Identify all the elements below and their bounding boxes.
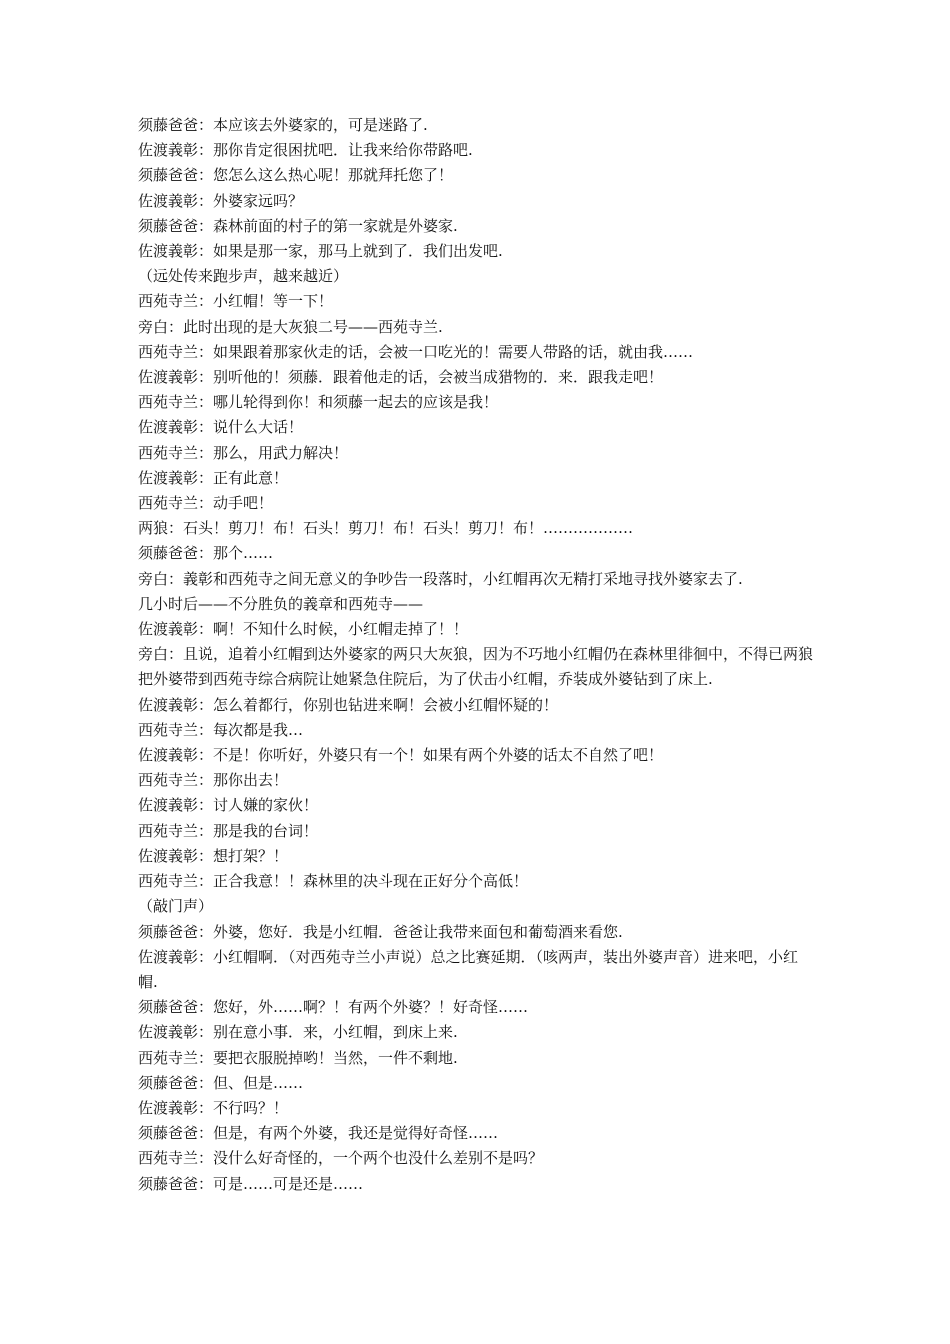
document-page <box>138 113 814 1197</box>
dialogue-line: 西苑寺兰：那么，用武力解决！ <box>138 443 349 462</box>
dialogue-line: 佐渡義彰：别听他的！须藤．跟着他走的话，会被当成猎物的．来．跟我走吧！ <box>138 368 664 387</box>
dialogue-line: 西苑寺兰：要把衣服脱掉哟！当然，一件不剩地. <box>138 1048 458 1067</box>
dialogue-line: 佐渡義彰：想打架？！ <box>138 846 289 865</box>
dialogue-line: 佐渡義彰：别在意小事．来，小红帽，到床上来. <box>138 1023 458 1042</box>
dialogue-line: 两狼：石头！剪刀！布！石头！剪刀！布！石头！剪刀！布！……………… <box>138 519 634 538</box>
dialogue-line: 须藤爸爸：您好，外……啊？！有两个外婆？！好奇怪…… <box>138 998 529 1017</box>
dialogue-line: 佐渡義彰：小红帽啊．（对西苑寺兰小声说）总之比赛延期．（咳两声，装出外婆声音）进来吧，小红帽. <box>138 947 799 991</box>
dialogue-line: 佐渡義彰：如果是那一家，那马上就到了．我们出发吧. <box>138 242 503 261</box>
stage-direction: （远处传来跑步声，越来越近） <box>138 267 349 286</box>
dialogue-line: 西苑寺兰：小红帽！等一下！ <box>138 292 334 311</box>
dialogue-line: 西苑寺兰：没什么好奇怪的，一个两个也没什么差别不是吗？ <box>138 1149 544 1168</box>
dialogue-line: 佐渡義彰：不行吗？！ <box>138 1098 289 1117</box>
dialogue-line: 佐渡義彰：说什么大话！ <box>138 418 304 437</box>
dialogue-line: 西苑寺兰：每次都是我… <box>138 720 304 739</box>
dialogue-line: 佐渡義彰：不是！你听好，外婆只有一个！如果有两个外婆的话太不自然了吧！ <box>138 746 664 765</box>
narration-line: 旁白：且说，追着小红帽到达外婆家的两只大灰狼，因为不巧地小红帽仍在森林里徘徊中，不得已两狼把外婆带到西苑寺综合病院让她紧急住院后，为了伏击小红帽，乔装成外婆钻到了床上. <box>138 645 814 689</box>
dialogue-line: 须藤爸爸：那个…… <box>138 544 274 563</box>
dialogue-line: 佐渡義彰：怎么着都行，你别也钻进来啊！会被小红帽怀疑的！ <box>138 695 559 714</box>
narration-line: 旁白：義彰和西苑寺之间无意义的争吵告一段落时，小红帽再次无精打采地寻找外婆家去了. <box>138 569 743 588</box>
dialogue-line: 西苑寺兰：哪儿轮得到你！和须藤一起去的应该是我！ <box>138 393 499 412</box>
dialogue-line: 须藤爸爸：外婆，您好．我是小红帽．爸爸让我带来面包和葡萄酒来看您. <box>138 922 623 941</box>
dialogue-line: 西苑寺兰：动手吧！ <box>138 494 274 513</box>
dialogue-line: 须藤爸爸：本应该去外婆家的，可是迷路了. <box>138 116 428 134</box>
narration-line: 旁白：此时出现的是大灰狼二号——西苑寺兰. <box>138 317 443 336</box>
dialogue-line: 须藤爸爸：但是，有两个外婆，我还是觉得好奇怪…… <box>138 1124 499 1143</box>
dialogue-line: 西苑寺兰：那你出去！ <box>138 771 289 790</box>
dialogue-line: 须藤爸爸：您怎么这么热心呢！那就拜托您了！ <box>138 166 454 185</box>
dialogue-line: 须藤爸爸：森林前面的村子的第一家就是外婆家. <box>138 216 458 235</box>
dialogue-line: 佐渡義彰：讨人嫌的家伙！ <box>138 796 319 815</box>
dialogue-line: 西苑寺兰：正合我意！！森林里的决斗现在正好分个高低！ <box>138 872 529 891</box>
dialogue-line: 须藤爸爸：但、但是…… <box>138 1073 304 1092</box>
dialogue-line: 西苑寺兰：如果跟着那家伙走的话，会被一口吃光的！需要人带路的话，就由我…… <box>138 342 694 361</box>
stage-direction: （敲门声） <box>138 897 214 916</box>
dialogue-line: 佐渡義彰：正有此意！ <box>138 468 289 487</box>
dialogue-line: 佐渡義彰：那你肯定很困扰吧．让我来给你带路吧. <box>138 141 473 160</box>
dialogue-line: 须藤爸爸：可是……可是还是…… <box>138 1174 364 1193</box>
dialogue-line: 佐渡義彰：外婆家远吗？ <box>138 191 304 210</box>
stage-direction: 几小时后——不分胜负的義章和西苑寺—— <box>138 594 424 613</box>
dialogue-line: 西苑寺兰：那是我的台词！ <box>138 821 319 840</box>
dialogue-line: 佐渡義彰：啊！不知什么时候，小红帽走掉了！！ <box>138 620 469 639</box>
